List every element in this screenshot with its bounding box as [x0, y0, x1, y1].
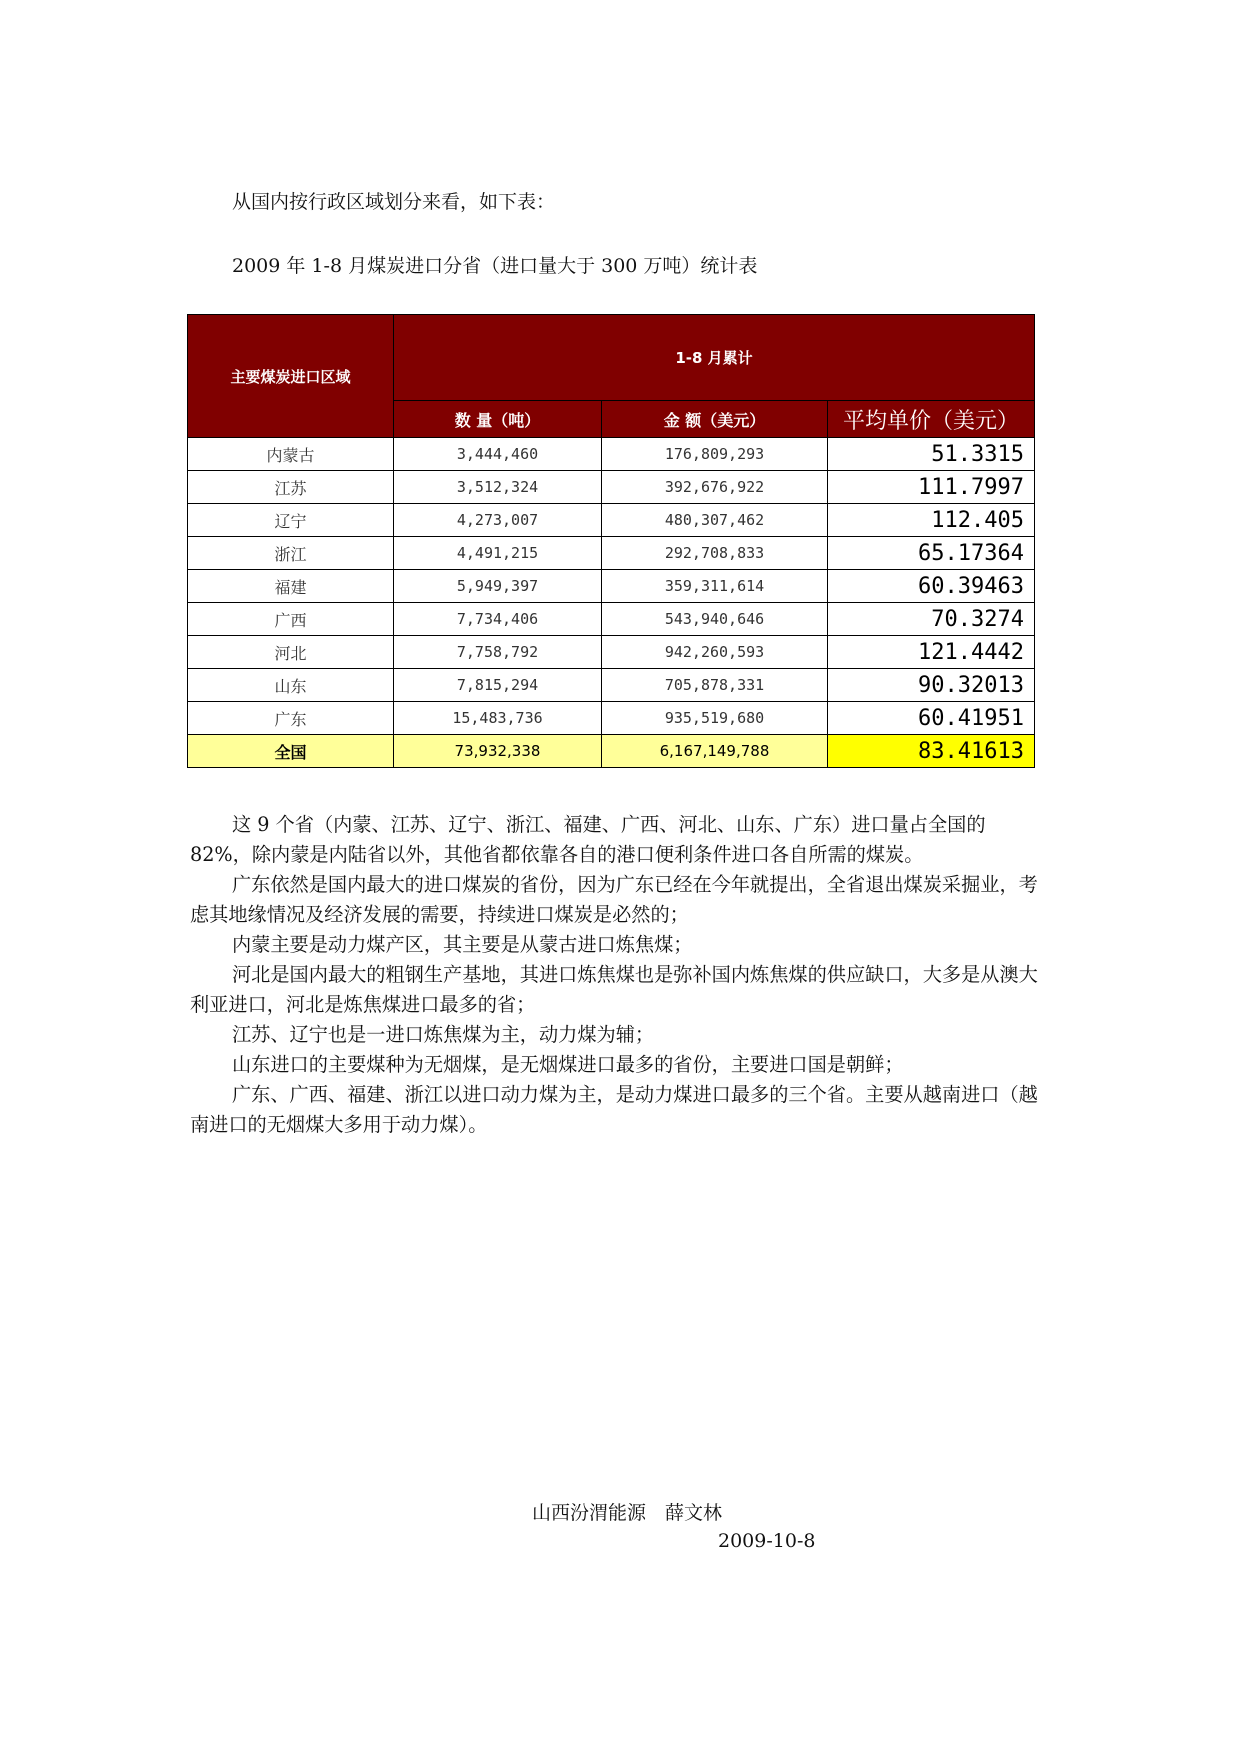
cell-amount: 543,940,646 — [602, 603, 828, 636]
cell-amount: 480,307,462 — [602, 504, 828, 537]
cell-price: 90.32013 — [828, 669, 1035, 702]
table-row — [188, 702, 1035, 735]
cell-region: 辽宁 — [188, 504, 394, 537]
cell-quantity: 7,734,406 — [394, 603, 602, 636]
cell-quantity: 3,512,324 — [394, 471, 602, 504]
date: 2009-10-8 — [718, 1530, 816, 1552]
paragraph: 这 9 个省（内蒙、江苏、辽宁、浙江、福建、广西、河北、山东、广东）进口量占全国的 82%，除内蒙是内陆省以外，其他省都依靠各自的港口便利条件进口各自所需的煤炭。 — [190, 813, 986, 866]
cell-price: 60.41951 — [828, 702, 1035, 735]
cell-quantity: 4,491,215 — [394, 537, 602, 570]
table-row — [188, 504, 1035, 537]
signature: 山西汾渭能源 薛文林 — [532, 1502, 723, 1524]
cell-quantity: 73,932,338 — [394, 735, 602, 768]
cell-amount: 705,878,331 — [602, 669, 828, 702]
cell-region: 广东 — [188, 702, 394, 735]
analysis-text — [190, 810, 1040, 1140]
header-price: 平均单价（美元） — [828, 401, 1035, 438]
cell-region: 河北 — [188, 636, 394, 669]
cell-amount: 392,676,922 — [602, 471, 828, 504]
cell-price: 51.3315 — [828, 438, 1035, 471]
paragraph: 广东、广西、福建、浙江以进口动力煤为主，是动力煤进口最多的三个省。主要从越南进口（越南进口的无烟煤大多用于动力煤）。 — [190, 1083, 1038, 1136]
table-row — [188, 471, 1035, 504]
table-row — [188, 537, 1035, 570]
table-row-total — [188, 735, 1035, 768]
cell-quantity: 3,444,460 — [394, 438, 602, 471]
header-amount: 金 额（美元） — [602, 401, 828, 438]
cell-region: 浙江 — [188, 537, 394, 570]
cell-price: 112.405 — [828, 504, 1035, 537]
cell-amount: 935,519,680 — [602, 702, 828, 735]
header-quantity: 数 量（吨） — [394, 401, 602, 438]
cell-price: 121.4442 — [828, 636, 1035, 669]
cell-quantity: 4,273,007 — [394, 504, 602, 537]
intro-text: 从国内按行政区域划分来看，如下表： — [232, 191, 556, 213]
cell-quantity: 5,949,397 — [394, 570, 602, 603]
table-title: 2009 年 1-8 月煤炭进口分省（进口量大于 300 万吨）统计表 — [232, 255, 758, 277]
cell-price: 70.3274 — [828, 603, 1035, 636]
table-row — [188, 438, 1035, 471]
cell-region: 内蒙古 — [188, 438, 394, 471]
table-row — [188, 669, 1035, 702]
header-period: 1-8 月累计 — [394, 315, 1035, 401]
cell-quantity: 7,815,294 — [394, 669, 602, 702]
paragraph: 河北是国内最大的粗钢生产基地，其进口炼焦煤也是弥补国内炼焦煤的供应缺口，大多是从澳大利亚进口，河北是炼焦煤进口最多的省； — [190, 963, 1038, 1016]
cell-region: 山东 — [188, 669, 394, 702]
cell-region: 江苏 — [188, 471, 394, 504]
table-row — [188, 570, 1035, 603]
table-row — [188, 636, 1035, 669]
paragraph: 内蒙主要是动力煤产区，其主要是从蒙古进口炼焦煤； — [232, 933, 693, 956]
cell-amount: 359,311,614 — [602, 570, 828, 603]
cell-price: 111.7997 — [828, 471, 1035, 504]
cell-price: 60.39463 — [828, 570, 1035, 603]
header-region: 主要煤炭进口区域 — [188, 315, 394, 438]
cell-amount: 176,809,293 — [602, 438, 828, 471]
paragraph: 江苏、辽宁也是一进口炼焦煤为主，动力煤为辅； — [232, 1023, 655, 1046]
table-row — [188, 603, 1035, 636]
cell-amount: 6,167,149,788 — [602, 735, 828, 768]
cell-region: 全国 — [188, 735, 394, 768]
cell-amount: 292,708,833 — [602, 537, 828, 570]
cell-region: 广西 — [188, 603, 394, 636]
paragraph: 山东进口的主要煤种为无烟煤，是无烟煤进口最多的省份，主要进口国是朝鲜； — [232, 1053, 904, 1076]
cell-quantity: 7,758,792 — [394, 636, 602, 669]
cell-price: 83.41613 — [828, 735, 1035, 768]
cell-region: 福建 — [188, 570, 394, 603]
cell-quantity: 15,483,736 — [394, 702, 602, 735]
cell-amount: 942,260,593 — [602, 636, 828, 669]
paragraph: 广东依然是国内最大的进口煤炭的省份，因为广东已经在今年就提出，全省退出煤炭采掘业，考虑其地缘情况及经济发展的需要，持续进口煤炭是必然的； — [190, 873, 1038, 926]
cell-price: 65.17364 — [828, 537, 1035, 570]
coal-import-table — [187, 314, 1035, 768]
